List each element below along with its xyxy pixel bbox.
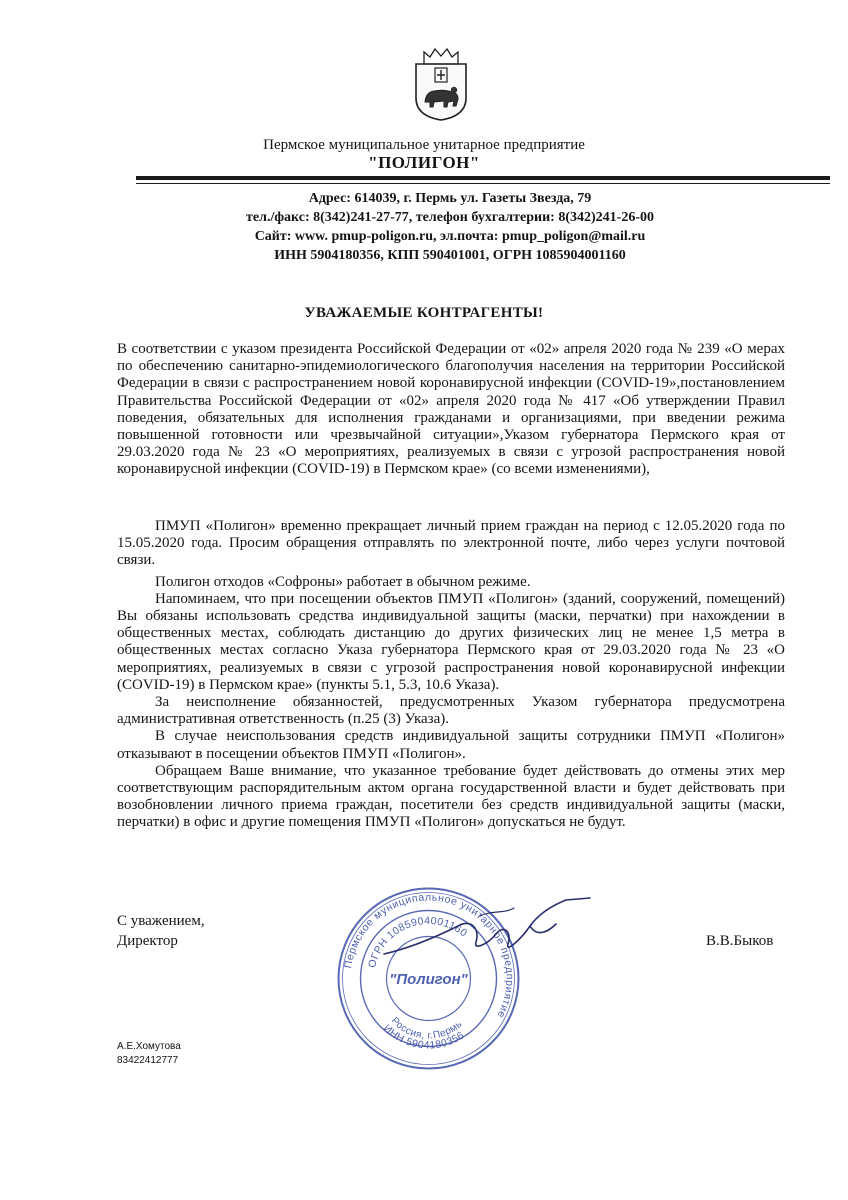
paragraph-notice: Обращаем Ваше внимание, что указанное требование будет действовать до отмены этих мер соответствующим распорядительным актом органа государственной власти и будет действовать при возобновлении личного приема граждан, посетители без средств индивидуальной защиты (маски, перчатки) в офис и другие помещения ПМУП «Полигон» допускаться не будут. [117, 762, 785, 831]
position-text: Директор [117, 933, 178, 949]
paragraph-reminder: Напоминаем, что при посещении объектов ПМУП «Полигон» (зданий, сооружений, помещений) Вы обязаны использовать средства индивидуальной защиты (маски, перчатки) при нахождении в общественных местах, соблюдать дистанцию до других физических лиц не менее 1,5 метра в общественных местах согласно Указа губернатора Пермского края от 29.03.2020 года № 23 «О мероприятиях, реализуемых в связи с угрозой распространения новой коронавирусной инфекции (COVID-19) в Пермском крае» (пункты 5.1, 5.3, 10.6 Указа). [117, 590, 785, 693]
website-email-line: Сайт: www. pmup-poligon.ru, эл.почта: pmup_poligon@mail.ru [254, 229, 646, 244]
executor-block [117, 1040, 181, 1068]
contact-block [190, 189, 710, 265]
signer-name: В.В.Быков [706, 933, 774, 949]
executor-name: А.Е.Хомутова [117, 1041, 181, 1052]
coat-of-arms-icon [412, 46, 470, 122]
organization-brand: "ПОЛИГОН" [368, 153, 480, 172]
stamp-center-text: "Полигон" [389, 971, 468, 988]
paragraph-sofrony: Полигон отходов «Софроны» работает в обычном режиме. [155, 573, 531, 590]
stamp-ogrn-text: ОГРН 1085904001160 [366, 914, 470, 970]
address-line: Адрес: 614039, г. Пермь ул. Газеты Звезда, 79 [308, 191, 592, 206]
signoff-block [117, 911, 205, 951]
stamp-city-text: Россия, г.Пермь [388, 1015, 465, 1042]
organization-name: Пермское муниципальное унитарное предприятие [263, 137, 585, 153]
header-divider-thick [136, 176, 830, 180]
intro-paragraph [117, 341, 785, 479]
registry-line: ИНН 5904180356, КПП 590401001, ОГРН 1085904001160 [274, 248, 626, 263]
closing-text: С уважением, [117, 913, 205, 929]
director-signature [380, 896, 596, 962]
phones-line: тел./факс: 8(342)241-27-77, телефон бухгалтерии: 8(342)241-26-00 [246, 210, 654, 225]
paragraph-refusal: В случае неиспользования средств индивидуальной защиты сотрудники ПМУП «Полигон» отказывают в посещении объектов ПМУП «Полигон». [117, 728, 785, 762]
paragraph-reception: ПМУП «Полигон» временно прекращает личный прием граждан на период с 12.05.2020 года по 15.05.2020 года. Просим обращения отправлять по электронной почте, либо через услуги почтовой связи. [117, 518, 785, 569]
letter-heading: УВАЖАЕМЫЕ КОНТРАГЕНТЫ! [304, 305, 544, 321]
paragraph-liability: За неисполнение обязанностей, предусмотренных Указом губернатора предусмотрена административная ответственность (п.25 (3) Указа). [117, 694, 785, 728]
executor-phone: 83422412777 [117, 1055, 179, 1066]
letter-body [117, 518, 785, 832]
stamp-outer-text: Пермское муниципальное унитарное предприятие [342, 891, 516, 1021]
stamp-inn-text: ИНН 5904180356 [380, 1022, 467, 1052]
header-divider-thin [136, 183, 830, 184]
intro-text: В соответствии с указом президента Российской Федерации от «02» апреля 2020 года № 239 «О мерах по обеспечению санитарно-эпидемиологического благополучия населения на территории Российской Федерации в связи с распространением новой коронавирусной инфекции (COVID-19»,постановлением Правительства Российской Федерации от «02» апреля 2020 года № 417 «Об утверждении Правил поведения, обязательных для исполнения гражданами и организациями, при введении режима повышенной готовности или чрезвычайной ситуации»,Указом губернатора Пермского края от 29.03.2020 года № 23 «О мероприятиях, реализуемых в связи с угрозой распространения новой коронавирусной инфекции (COVID-19) в Пермском крае» (со всеми изменениями), [117, 341, 785, 478]
